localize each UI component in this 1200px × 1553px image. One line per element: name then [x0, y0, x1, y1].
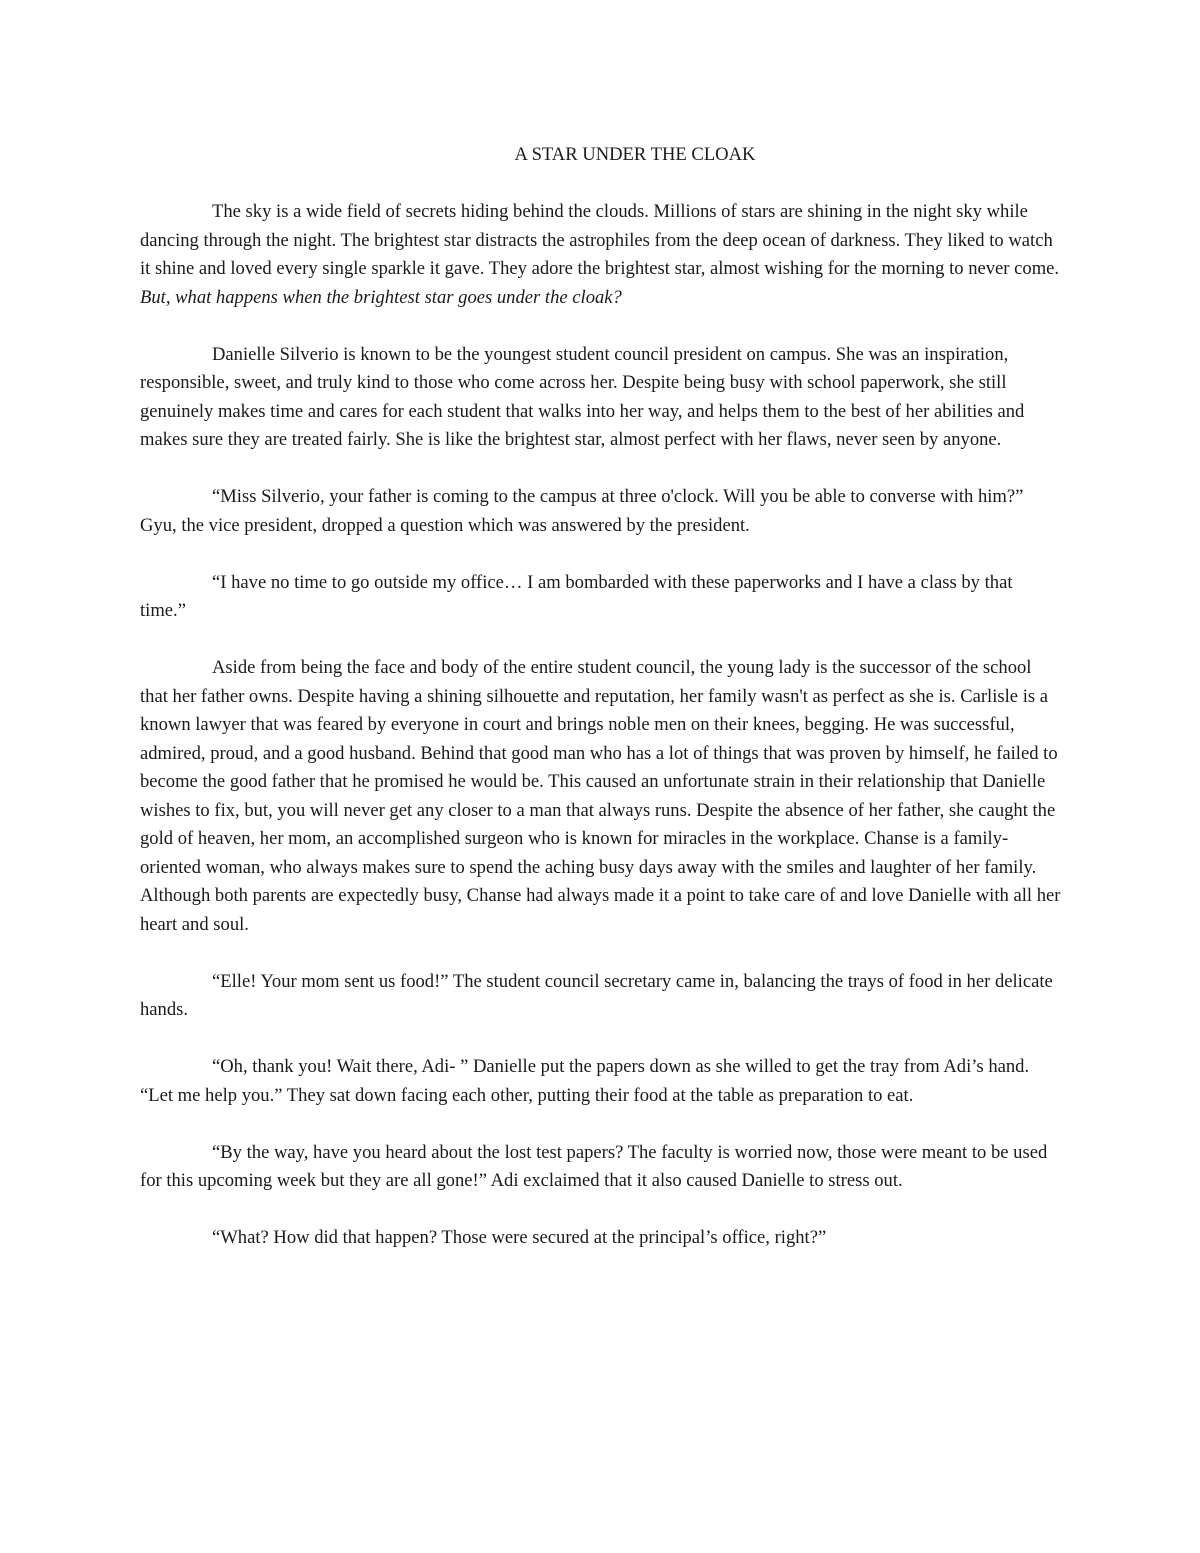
paragraph-text: Aside from being the face and body of the entire student council, the young lady is the successor of the school that her father owns. Despite having a shining silhouette and reputation, her family wasn't as perfect as she is. Carlisle is a known lawyer that was feared by everyone in court and brings noble men on their knees, begging. He was successful, admired, proud, and a good husband. Behind that good man who has a lot of things that was proven by himself, he failed to become the good father that he promised he would be. This caused an unfortunate strain in their relationship that Danielle wishes to fix, but, you will never get any closer to a man that always runs. Despite the absence of her father, she caught the gold of heaven, her mom, an accomplished surgeon who is known for miracles in the workplace. Chanse is a family-oriented woman, who always makes sure to spend the aching busy days away with the smiles and laughter of her family. Although both parents are expectedly busy, Chanse had always made it a point to take care of and love Danielle with all her heart and soul. [140, 657, 1061, 935]
paragraph-text: “Oh, thank you! Wait there, Adi- ” Danielle put the papers down as she willed to get the tray from Adi’s hand. “Let me help you.” They sat down facing each other, putting their food at the table as preparation to eat. [140, 1056, 1030, 1106]
paragraph [140, 341, 1062, 455]
paragraph-italic-text: But, what happens when the brightest star goes under the cloak? [140, 286, 622, 308]
document-body [140, 198, 1062, 1281]
paragraph [140, 1139, 1062, 1196]
paragraph-text: “Elle! Your mom sent us food!” The student council secretary came in, balancing the trays of food in her delicate hands. [140, 970, 1053, 1020]
paragraph [140, 1224, 1062, 1253]
paragraph-text: The sky is a wide field of secrets hiding behind the clouds. Millions of stars are shining in the night sky while dancing through the night. The brightest star distracts the astrophiles from the deep ocean of darkness. They liked to watch it shine and loved every single sparkle it gave. They adore the brightest star, almost wishing for the morning to never come. [140, 201, 1060, 279]
paragraph [140, 654, 1062, 939]
paragraph [140, 1053, 1062, 1110]
paragraph [140, 483, 1062, 540]
paragraph-text: “Miss Silverio, your father is coming to the campus at three o'clock. Will you be able to converse with him?” Gyu, the vice president, dropped a question which was answered by the president. [140, 486, 1024, 536]
paragraph-text: Danielle Silverio is known to be the youngest student council president on campus. She was an inspiration, responsible, sweet, and truly kind to those who come across her. Despite being busy with school paperwork, she still genuinely makes time and cares for each student that walks into her way, and helps them to the best of her abilities and makes sure they are treated fairly. She is like the brightest star, almost perfect with her flaws, never seen by anyone. [140, 343, 1025, 450]
paragraph [140, 198, 1062, 312]
paragraph [140, 569, 1062, 626]
paragraph-text: “By the way, have you heard about the lost test papers? The faculty is worried now, those were meant to be used for this upcoming week but they are all gone!” Adi exclaimed that it also caused Danielle to stress out. [140, 1141, 1048, 1191]
paragraph [140, 968, 1062, 1025]
paragraph-text: “I have no time to go outside my office… I am bombarded with these paperworks and I have a class by that time.” [140, 571, 1013, 621]
document-title: A STAR UNDER THE CLOAK [514, 144, 756, 165]
paragraph-text: “What? How did that happen? Those were secured at the principal’s office, right?” [212, 1227, 827, 1248]
